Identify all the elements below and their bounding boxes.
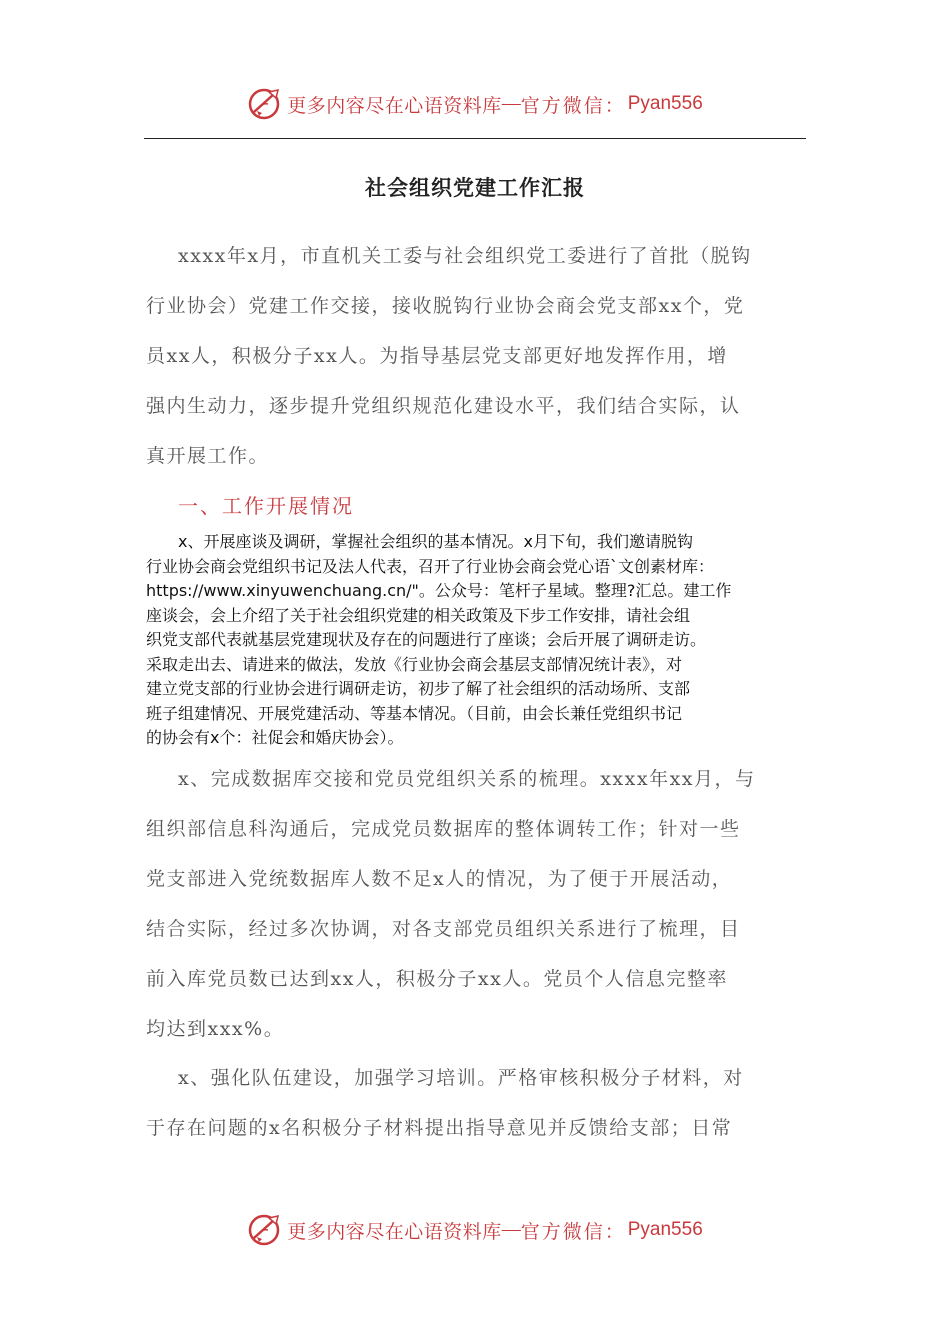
paragraph-line: 的协会有x个：社促会和婚庆协会）。 <box>146 728 404 747</box>
paragraph-line: 行业协会）党建工作交接，接收脱钩行业协会商会党支部xx个，党 <box>146 295 745 317</box>
section-heading: 一、工作开展情况 <box>178 494 354 518</box>
paragraph-line: x、完成数据库交接和党员党组织关系的梳理。xxxx年xx月，与 <box>178 768 756 790</box>
header-divider <box>144 138 806 139</box>
paragraph-line: 行业协会商会党组织书记及法人代表，召开了行业协会商会党心语`文创素材库： <box>146 556 715 576</box>
paragraph-line: 强内生动力，逐步提升党组织规范化建设水平，我们结合实际，认 <box>146 395 741 417</box>
paragraph-line: xxxx年x月，市直机关工委与社会组织党工委进行了首批（脱钩 <box>178 245 752 267</box>
paragraph-line: 结合实际，经过多次协调，对各支部党员组织关系进行了梳理，目 <box>146 918 741 940</box>
paragraph-line: 前入库党员数已达到xx人，积极分子xx人。党员个人信息完整率 <box>146 968 728 990</box>
paragraph-line: 于存在问题的x名积极分子材料提出指导意见并反馈给支部；日常 <box>146 1117 733 1139</box>
paragraph-line: 员xx人，积极分子xx人。为指导基层党支部更好地发挥作用，增 <box>146 345 728 367</box>
pen-logo-icon <box>247 86 283 122</box>
document-title: 社会组织党建工作汇报 <box>365 175 585 200</box>
banner-text: 更多内容尽在心语资料库 <box>287 94 502 117</box>
paragraph-line: 党支部进入党统数据库人数不足x人的情况，为了便于开展活动， <box>146 868 733 890</box>
paragraph-intro <box>146 231 806 481</box>
banner-wechat-label: 官方微信： <box>520 94 626 117</box>
banner-wechat-id: Pyan556 <box>627 93 703 114</box>
banner-wechat-label: 官方微信： <box>520 1220 626 1243</box>
header-banner <box>0 84 950 124</box>
paragraph-line: 座谈会，会上介绍了关于社会组织党建的相关政策及下步工作安排，请社会组 <box>146 605 691 625</box>
paragraph-line: 班子组建情况、开展党建活动、等基本情况。（目前，由会长兼任党组织书记 <box>146 703 683 723</box>
paragraph-line: 采取走出去、请进来的做法，发放《行业协会商会基层支部情况统计表》，对 <box>146 654 683 674</box>
paragraph-survey <box>146 530 810 751</box>
paragraph-database <box>146 754 806 1054</box>
pen-logo-icon <box>247 1212 283 1248</box>
paragraph-line: 真开展工作。 <box>146 445 270 467</box>
paragraph-line: https://www.xinyuwenchuang.cn/"。公众号：笔杆子星域。整理?汇总。建工作 <box>146 581 732 600</box>
paragraph-line: 建立党支部的行业协会进行调研走访，初步了解了社会组织的活动场所、支部 <box>146 679 691 698</box>
paragraph-line: 织党支部代表就基层党建现状及存在的问题进行了座谈；会后开展了调研走访。 <box>146 630 707 649</box>
footer-banner <box>0 1210 950 1250</box>
banner-dash: — <box>501 1219 521 1240</box>
paragraph-line: x、强化队伍建设，加强学习培训。严格审核积极分子材料，对 <box>178 1067 744 1089</box>
banner-text: 更多内容尽在心语资料库 <box>287 1220 502 1243</box>
paragraph-line: x、开展座谈及调研，掌握社会组织的基本情况。x月下旬，我们邀请脱钩 <box>178 532 693 551</box>
paragraph-line: 组织部信息科沟通后，完成党员数据库的整体调转工作；针对一些 <box>146 818 741 840</box>
paragraph-training <box>146 1053 806 1153</box>
paragraph-line: 均达到xxx%。 <box>146 1018 285 1040</box>
banner-dash: — <box>501 93 521 114</box>
banner-wechat-id: Pyan556 <box>627 1219 703 1240</box>
